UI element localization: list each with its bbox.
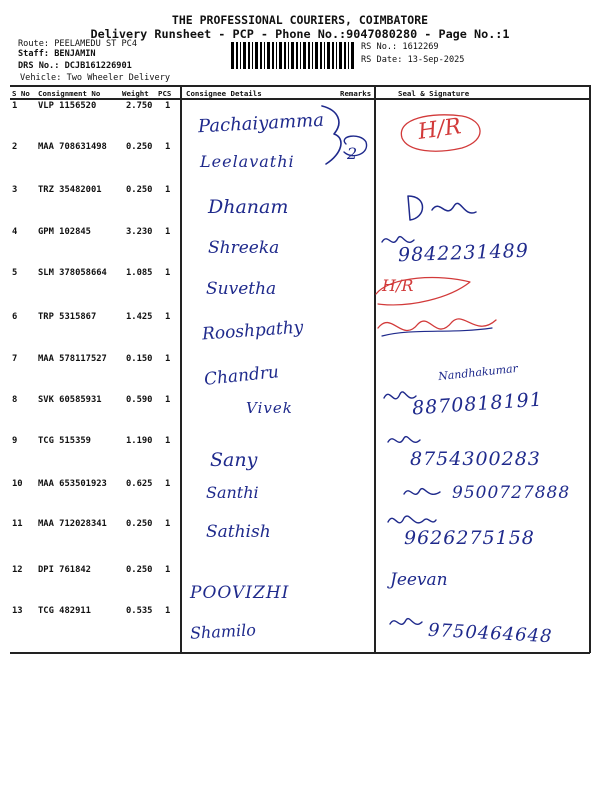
row-sno: 9: [12, 436, 18, 446]
row-sno: 4: [12, 227, 18, 237]
signature-icon: [372, 308, 502, 348]
seal-scribble-icon: [392, 108, 492, 158]
row-sno: 2: [12, 142, 18, 152]
row-sno: 12: [12, 565, 23, 575]
row-consignment-no: MAA 653501923: [38, 479, 107, 489]
col-header-pcs: PCS: [158, 89, 172, 98]
row-sno: 3: [12, 185, 18, 195]
handwritten-consignee-9: Sany: [210, 449, 258, 471]
row-consignment-no: TRP 5315867: [38, 312, 97, 322]
row-sno: 6: [12, 312, 18, 322]
row-pcs: 1: [165, 142, 171, 152]
row-consignment-no: MAA 708631498: [38, 142, 107, 152]
row-pcs: 1: [165, 606, 171, 616]
row-weight: 0.250: [126, 185, 153, 195]
col-header-sno: S No: [12, 89, 30, 98]
row-consignment-no: SLM 378058664: [38, 268, 107, 278]
row-pcs: 1: [165, 101, 171, 111]
row-consignment-no: DPI 761842: [38, 565, 91, 575]
phone-number-1: 9842231489: [397, 239, 530, 267]
handwritten-consignee-13: Shamilo: [189, 620, 257, 643]
signature-icon: [400, 482, 446, 504]
signature-icon: [402, 190, 482, 230]
row-consignment-no: MAA 578117527: [38, 354, 107, 364]
row-pcs: 1: [165, 227, 171, 237]
barcode-icon: [230, 42, 356, 69]
runsheet-subtitle: Delivery Runsheet - PCP - Phone No.:9047080280 - Page No.:1: [90, 27, 510, 41]
row-consignment-no: SVK 60585931: [38, 395, 102, 405]
rs-number: RS No.: 1612269: [361, 42, 439, 52]
row-weight: 0.250: [126, 519, 153, 529]
col-header-seal: Seal & Signature: [398, 89, 470, 98]
row-pcs: 1: [165, 268, 171, 278]
row-weight: 0.250: [126, 142, 153, 152]
col-header-remarks: Remarks: [340, 89, 372, 98]
handwritten-consignee-2: Leelavathi: [200, 152, 295, 171]
seal-note-name: Nandhakumar: [437, 361, 519, 384]
handwritten-consignee-5: Suvetha: [206, 279, 277, 299]
table-top-rule: [10, 85, 590, 87]
handwritten-consignee-4: Shreeka: [208, 238, 280, 258]
seal-column-rule: [374, 85, 376, 653]
row-sno: 7: [12, 354, 18, 364]
row-pcs: 1: [165, 519, 171, 529]
drs-number: DRS No.: DCJB161226901: [18, 61, 132, 71]
handwritten-consignee-10: Santhi: [206, 483, 259, 502]
row-weight: 1.085: [126, 268, 153, 278]
row-weight: 0.590: [126, 395, 153, 405]
remarks-mark: 2: [347, 144, 358, 163]
consignee-column-rule: [180, 85, 182, 653]
row-consignment-no: GPM 102845: [38, 227, 91, 237]
row-weight: 0.535: [126, 606, 153, 616]
table-bottom-rule: [10, 652, 590, 654]
row-weight: 0.250: [126, 565, 153, 575]
row-sno: 1: [12, 101, 18, 111]
phone-number-4: 9500727888: [452, 483, 571, 503]
row-weight: 3.230: [126, 227, 153, 237]
handwritten-consignee-8: Vivek: [246, 399, 293, 417]
row-pcs: 1: [165, 312, 171, 322]
right-border-rule: [589, 85, 591, 653]
row-consignment-no: MAA 712028341: [38, 519, 107, 529]
phone-number-6: 9750464648: [427, 619, 553, 648]
phone-number-3: 8754300283: [410, 448, 541, 470]
row-consignment-no: VLP 1156520: [38, 101, 97, 111]
handwritten-consignee-6: Rooshpathy: [201, 317, 304, 345]
company-title: THE PROFESSIONAL COURIERS, COIMBATORE: [171, 13, 429, 27]
seal-hr-mark-2: H/R: [382, 276, 414, 295]
row-weight: 0.625: [126, 479, 153, 489]
row-consignment-no: TCG 482911: [38, 606, 91, 616]
signature-icon: [386, 612, 426, 636]
row-weight: 0.150: [126, 354, 153, 364]
row-pcs: 1: [165, 354, 171, 364]
handwritten-consignee-11: Sathish: [206, 522, 271, 542]
row-pcs: 1: [165, 565, 171, 575]
col-header-weight: Weight: [122, 89, 149, 98]
row-sno: 10: [12, 479, 23, 489]
row-consignment-no: TCG 515359: [38, 436, 91, 446]
handwritten-consignee-1: Pachaiyamma: [197, 109, 325, 138]
vehicle-label: Vehicle: Two Wheeler Delivery: [20, 73, 171, 83]
row-weight: 1.425: [126, 312, 153, 322]
phone-number-5: 9626275158: [404, 527, 535, 549]
row-sno: 8: [12, 395, 18, 405]
handwritten-consignee-7: Chandru: [203, 362, 280, 390]
row-sno: 13: [12, 606, 23, 616]
row-weight: 1.190: [126, 436, 153, 446]
handwritten-consignee-3: Dhanam: [208, 196, 289, 218]
row-weight: 2.750: [126, 101, 153, 111]
staff-label: Staff: BENJAMIN: [18, 49, 96, 59]
rs-date: RS Date: 13-Sep-2025: [361, 55, 465, 65]
route-label: Route: PEELAMEDU ST PC4: [18, 39, 137, 49]
row-pcs: 1: [165, 436, 171, 446]
handwritten-consignee-12: POOVIZHI: [190, 583, 290, 603]
row-sno: 11: [12, 519, 23, 529]
seal-scribble-icon: [370, 272, 480, 312]
seal-note-jeevan: Jeevan: [390, 570, 448, 590]
row-pcs: 1: [165, 185, 171, 195]
table-header-rule: [10, 98, 590, 100]
row-sno: 5: [12, 268, 18, 278]
row-pcs: 1: [165, 395, 171, 405]
remarks-bracket-icon: [316, 104, 376, 168]
phone-number-2: 8870818191: [411, 388, 544, 420]
col-header-consignment: Consignment No: [38, 89, 101, 98]
row-pcs: 1: [165, 479, 171, 489]
col-header-consignee: Consignee Details: [186, 89, 262, 98]
row-consignment-no: TRZ 35482001: [38, 185, 102, 195]
seal-hr-mark-1: H/R: [416, 114, 463, 145]
